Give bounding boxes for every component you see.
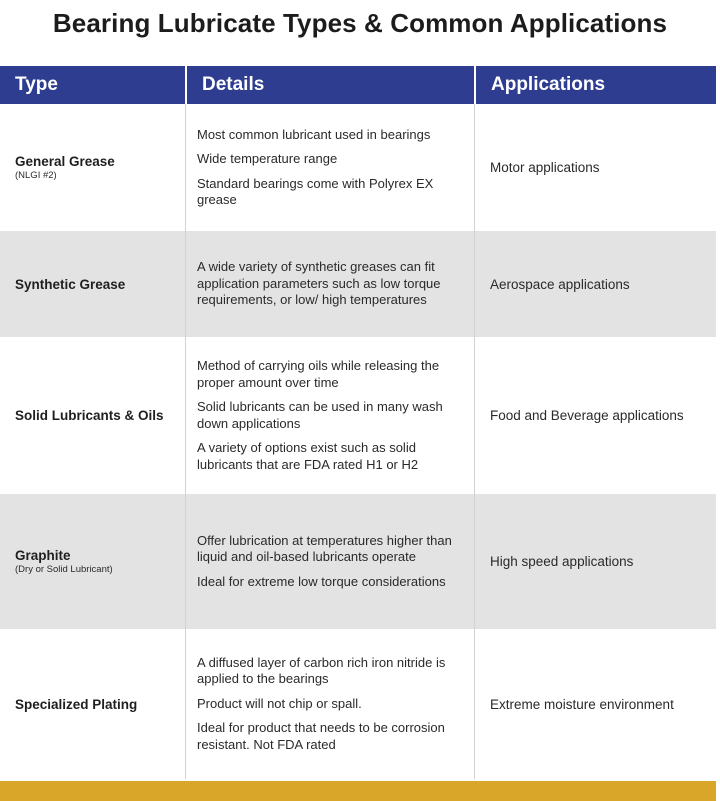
table-row xyxy=(0,104,716,231)
table-header xyxy=(0,66,716,104)
details-cell xyxy=(185,494,474,629)
column-header-applications: Applications xyxy=(474,66,716,104)
lubricant-table xyxy=(0,66,716,779)
table-row xyxy=(0,231,716,337)
detail-item: A variety of options exist such as solid lubricants that are FDA rated H1 or H2 xyxy=(197,440,419,472)
detail-item: Solid lubricants can be used in many wash down applications xyxy=(197,399,443,431)
column-header-details: Details xyxy=(185,66,474,104)
details-cell xyxy=(185,231,474,337)
detail-item: Offer lubrication at temperatures higher than liquid and oil-based lubricants operate xyxy=(197,532,452,565)
table-row xyxy=(0,337,716,494)
details-cell xyxy=(185,337,474,494)
type-name: General Grease xyxy=(15,154,115,169)
type-name: Specialized Plating xyxy=(15,696,138,712)
type-cell xyxy=(0,629,185,779)
type-subtitle: (NLGI #2) xyxy=(15,170,57,181)
type-name: Synthetic Grease xyxy=(15,276,126,292)
type-cell xyxy=(0,104,185,231)
bottom-accent-bar xyxy=(0,781,716,801)
detail-item: Most common lubricant used in bearings xyxy=(197,126,431,142)
detail-item: Standard bearings come with Polyrex EX grease xyxy=(197,175,434,207)
column-header-type: Type xyxy=(15,74,58,95)
detail-item: Wide temperature range xyxy=(197,151,338,166)
details-cell xyxy=(185,104,474,231)
type-cell xyxy=(0,494,185,629)
detail-item: A diffused layer of carbon rich iron nitride is applied to the bearings xyxy=(197,654,446,687)
table-row xyxy=(0,629,716,779)
type-cell xyxy=(0,231,185,337)
details-cell xyxy=(185,629,474,779)
type-cell xyxy=(0,337,185,494)
page-title: Bearing Lubricate Types & Common Applications xyxy=(52,8,668,38)
type-name: Solid Lubricants & Oils xyxy=(15,408,164,423)
detail-item: A wide variety of synthetic greases can fit application parameters such as low torque requirements, or low/ high temperatures xyxy=(197,259,441,308)
detail-item: Product will not chip or spall. xyxy=(197,695,362,711)
detail-item: Ideal for product that needs to be corrosion resistant. Not FDA rated xyxy=(197,720,445,752)
application-cell: Motor applications xyxy=(474,104,716,231)
table-row xyxy=(0,494,716,629)
detail-item: Ideal for extreme low torque considerations xyxy=(197,573,446,589)
detail-item: Method of carrying oils while releasing the proper amount over time xyxy=(197,358,440,390)
application-cell: Extreme moisture environment xyxy=(474,629,716,779)
type-name: Graphite xyxy=(15,548,71,563)
application-cell: High speed applications xyxy=(474,494,716,629)
type-subtitle: (Dry or Solid Lubricant) xyxy=(15,564,113,575)
application-cell: Food and Beverage applications xyxy=(474,337,716,494)
application-cell: Aerospace applications xyxy=(474,231,716,337)
